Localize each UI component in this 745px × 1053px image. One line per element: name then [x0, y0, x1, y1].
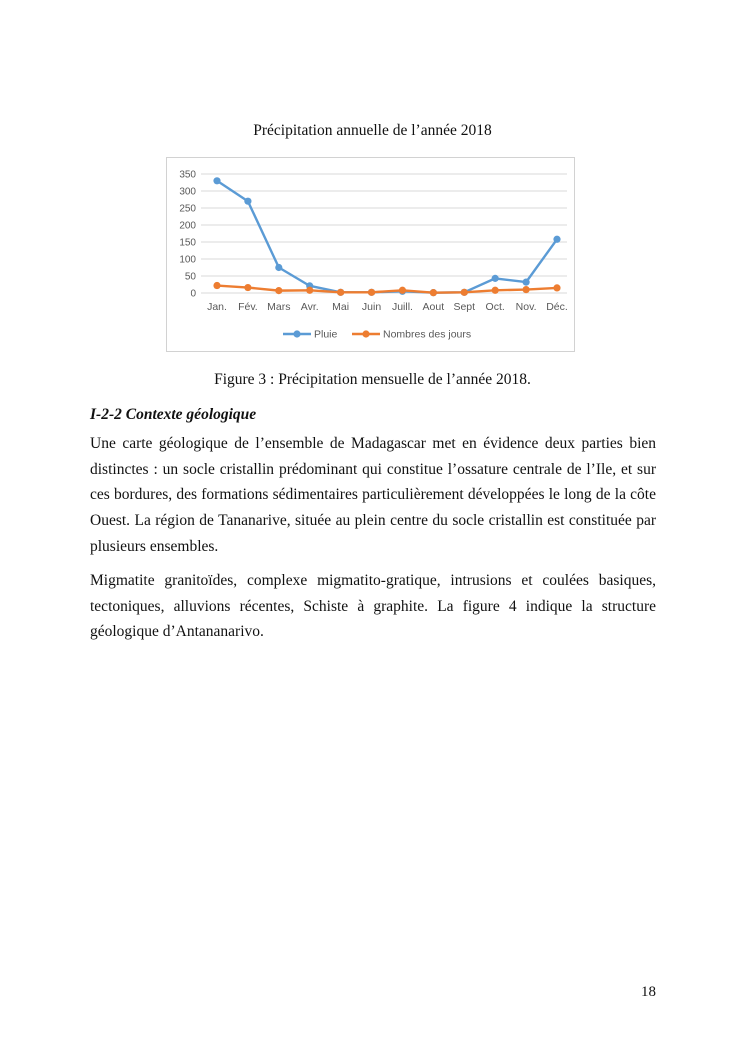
y-axis-tick-label: 300 [179, 186, 196, 198]
figure-caption: Figure 3 : Précipitation mensuelle de l’année 2018. [214, 371, 531, 388]
page-number: 18 [641, 984, 656, 1000]
x-axis-tick-label: Jan. [207, 301, 227, 313]
series-marker-0 [522, 279, 529, 286]
series-marker-1 [337, 289, 344, 296]
x-axis-tick-label: Aout [422, 301, 445, 313]
series-marker-1 [275, 287, 282, 294]
series-marker-1 [553, 284, 560, 291]
chart-title: Précipitation annuelle de l’année 2018 [253, 122, 492, 139]
series-marker-1 [244, 284, 251, 291]
x-axis-tick-label: Déc. [546, 301, 568, 313]
series-marker-1 [399, 287, 406, 294]
series-marker-1 [306, 287, 313, 294]
series-marker-0 [492, 275, 499, 282]
series-marker-1 [213, 282, 220, 289]
series-marker-0 [213, 177, 220, 184]
y-axis-tick-label: 50 [184, 271, 196, 283]
series-line-1 [217, 286, 557, 293]
legend-marker-1 [362, 330, 369, 337]
series-marker-1 [430, 289, 437, 296]
y-axis-tick-label: 200 [179, 220, 196, 232]
series-marker-1 [368, 289, 375, 296]
series-marker-0 [244, 198, 251, 205]
x-axis-tick-label: Sept [453, 301, 476, 313]
y-axis-tick-label: 350 [179, 169, 196, 181]
x-axis-tick-label: Nov. [515, 301, 537, 313]
paragraph-geology-2: Migmatite granitoïdes, complexe migmatito-gratique, intrusions et coulées basiques, tectoniques, alluvions récentes, Schiste à graphite. La figure 4 indique la structure géologique d’Antananarivo. [90, 572, 656, 641]
y-axis-tick-label: 100 [179, 254, 196, 266]
y-axis-tick-label: 250 [179, 203, 196, 215]
legend-marker-0 [293, 330, 300, 337]
x-axis-tick-label: Avr. [300, 301, 319, 313]
x-axis-tick-label: Mars [267, 301, 291, 313]
paragraph-geology-1: Une carte géologique de l’ensemble de Madagascar met en évidence deux parties bien distinctes : un socle cristallin prédominant qui constitue l’ossature centrale de l’Ile, et sur ces bordures, des formations sédimentaires particulièrement développées le long de la côte Ouest. La région de Tananarive, située au plein centre du socle cristallin est constituée par plusieurs ensembles. [90, 435, 656, 555]
legend-label-1: Nombres des jours [383, 328, 472, 341]
x-axis-tick-label: Mai [332, 301, 350, 313]
x-axis-tick-label: Fév. [238, 301, 258, 313]
x-axis-tick-label: Juill. [391, 301, 413, 313]
y-axis-tick-label: 0 [190, 288, 196, 300]
precipitation-line-chart [167, 158, 574, 351]
legend-label-0: Pluie [314, 328, 338, 341]
series-marker-1 [492, 287, 499, 294]
y-axis-tick-label: 150 [179, 237, 196, 249]
series-marker-0 [553, 236, 560, 243]
section-heading: I-2-2 Contexte géologique [90, 406, 257, 423]
series-marker-1 [522, 286, 529, 293]
figure-chart [166, 157, 575, 352]
series-marker-0 [275, 264, 282, 271]
series-marker-1 [461, 289, 468, 296]
x-axis-tick-label: Juin [361, 301, 382, 313]
x-axis-tick-label: Oct. [485, 301, 505, 313]
